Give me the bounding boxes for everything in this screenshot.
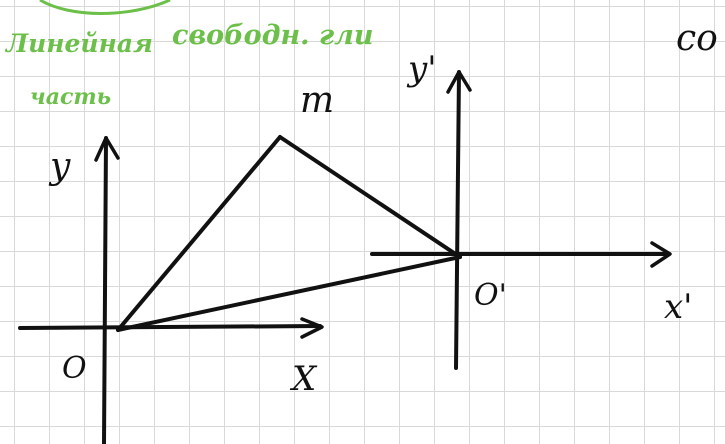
note-linear-part-line1: Линейная bbox=[6, 29, 153, 58]
y-axis bbox=[104, 138, 106, 444]
triangle bbox=[118, 137, 460, 330]
y-prime-axis-label: y' bbox=[408, 49, 437, 89]
note-linear-part-line2: часть bbox=[30, 84, 112, 110]
x-axis bbox=[20, 326, 320, 328]
origin-prime-label: O' bbox=[474, 278, 507, 313]
x-axis-label: X bbox=[292, 359, 317, 399]
x-prime-axis-label: x' bbox=[664, 287, 693, 327]
segment-m-o-prime bbox=[280, 137, 460, 257]
note-cut-off: со bbox=[676, 18, 718, 59]
note-free-vectors: свободн. гли bbox=[172, 20, 374, 51]
green-arc-decoration bbox=[40, 0, 170, 14]
origin-label: O bbox=[62, 351, 87, 386]
translated-axes bbox=[372, 72, 670, 368]
point-m-label: m bbox=[300, 80, 335, 121]
y-axis-label: y bbox=[50, 146, 71, 187]
y-prime-axis bbox=[456, 72, 459, 368]
